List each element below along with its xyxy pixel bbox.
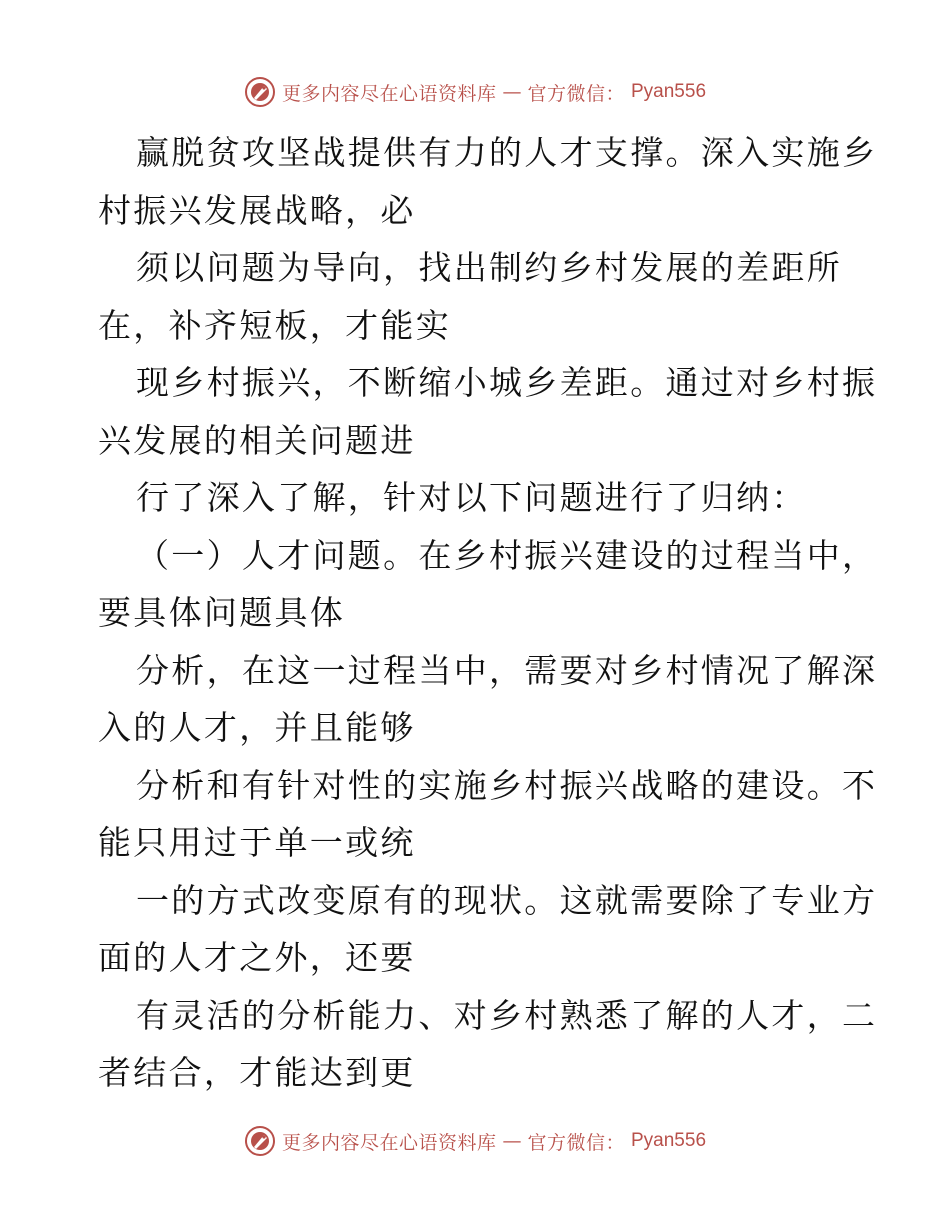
banner-separator: —: [502, 81, 522, 103]
text-line: 面的人才之外，还要: [98, 938, 416, 977]
banner-text: 更多内容尽在心语资料库: [281, 1131, 497, 1154]
pen-nib-logo-icon: [244, 76, 276, 108]
pen-nib-logo-icon: [244, 1125, 276, 1157]
text-line: 行了深入了解，针对以下问题进行了归纳：: [136, 478, 807, 517]
text-line: 要具体问题具体: [98, 593, 346, 632]
text-line: 一的方式改变原有的现状。这就需要除了专业方: [136, 880, 878, 920]
text-line: 村振兴发展战略，必: [98, 190, 416, 230]
text-line: 有灵活的分析能力、对乡村熟悉了解的人才，二: [136, 995, 878, 1035]
text-line: 入的人才，并且能够: [98, 708, 416, 747]
text-line: 须以问题为导向，找出制约乡村发展的差距所: [136, 248, 842, 287]
text-line: （一）人才问题。在乡村振兴建设的过程当中，: [136, 535, 878, 575]
text-line: 兴发展的相关问题进: [98, 420, 416, 460]
banner-separator: —: [502, 1130, 522, 1152]
banner-text: 更多内容尽在心语资料库: [281, 82, 497, 105]
text-line: 赢脱贫攻坚战提供有力的人才支撑。深入实施乡: [136, 133, 878, 172]
header-banner: [0, 72, 950, 112]
footer-banner: [0, 1121, 950, 1161]
text-line: 在，补齐短板，才能实: [98, 305, 451, 345]
text-line: 者结合，才能达到更: [98, 1053, 416, 1092]
banner-wechat-label: 官方微信：: [527, 82, 625, 105]
text-line: 现乡村振兴，不断缩小城乡差距。通过对乡村振: [136, 363, 878, 402]
text-line: 分析和有针对性的实施乡村振兴战略的建设。不: [136, 765, 878, 805]
document-body: [98, 124, 878, 1102]
text-line: 分析，在这一过程当中，需要对乡村情况了解深: [136, 650, 878, 690]
banner-wechat-label: 官方微信：: [527, 1131, 625, 1154]
banner-handle: Pyan556: [631, 81, 707, 102]
text-line: 能只用过于单一或统: [98, 823, 416, 862]
banner-handle: Pyan556: [631, 1130, 707, 1151]
